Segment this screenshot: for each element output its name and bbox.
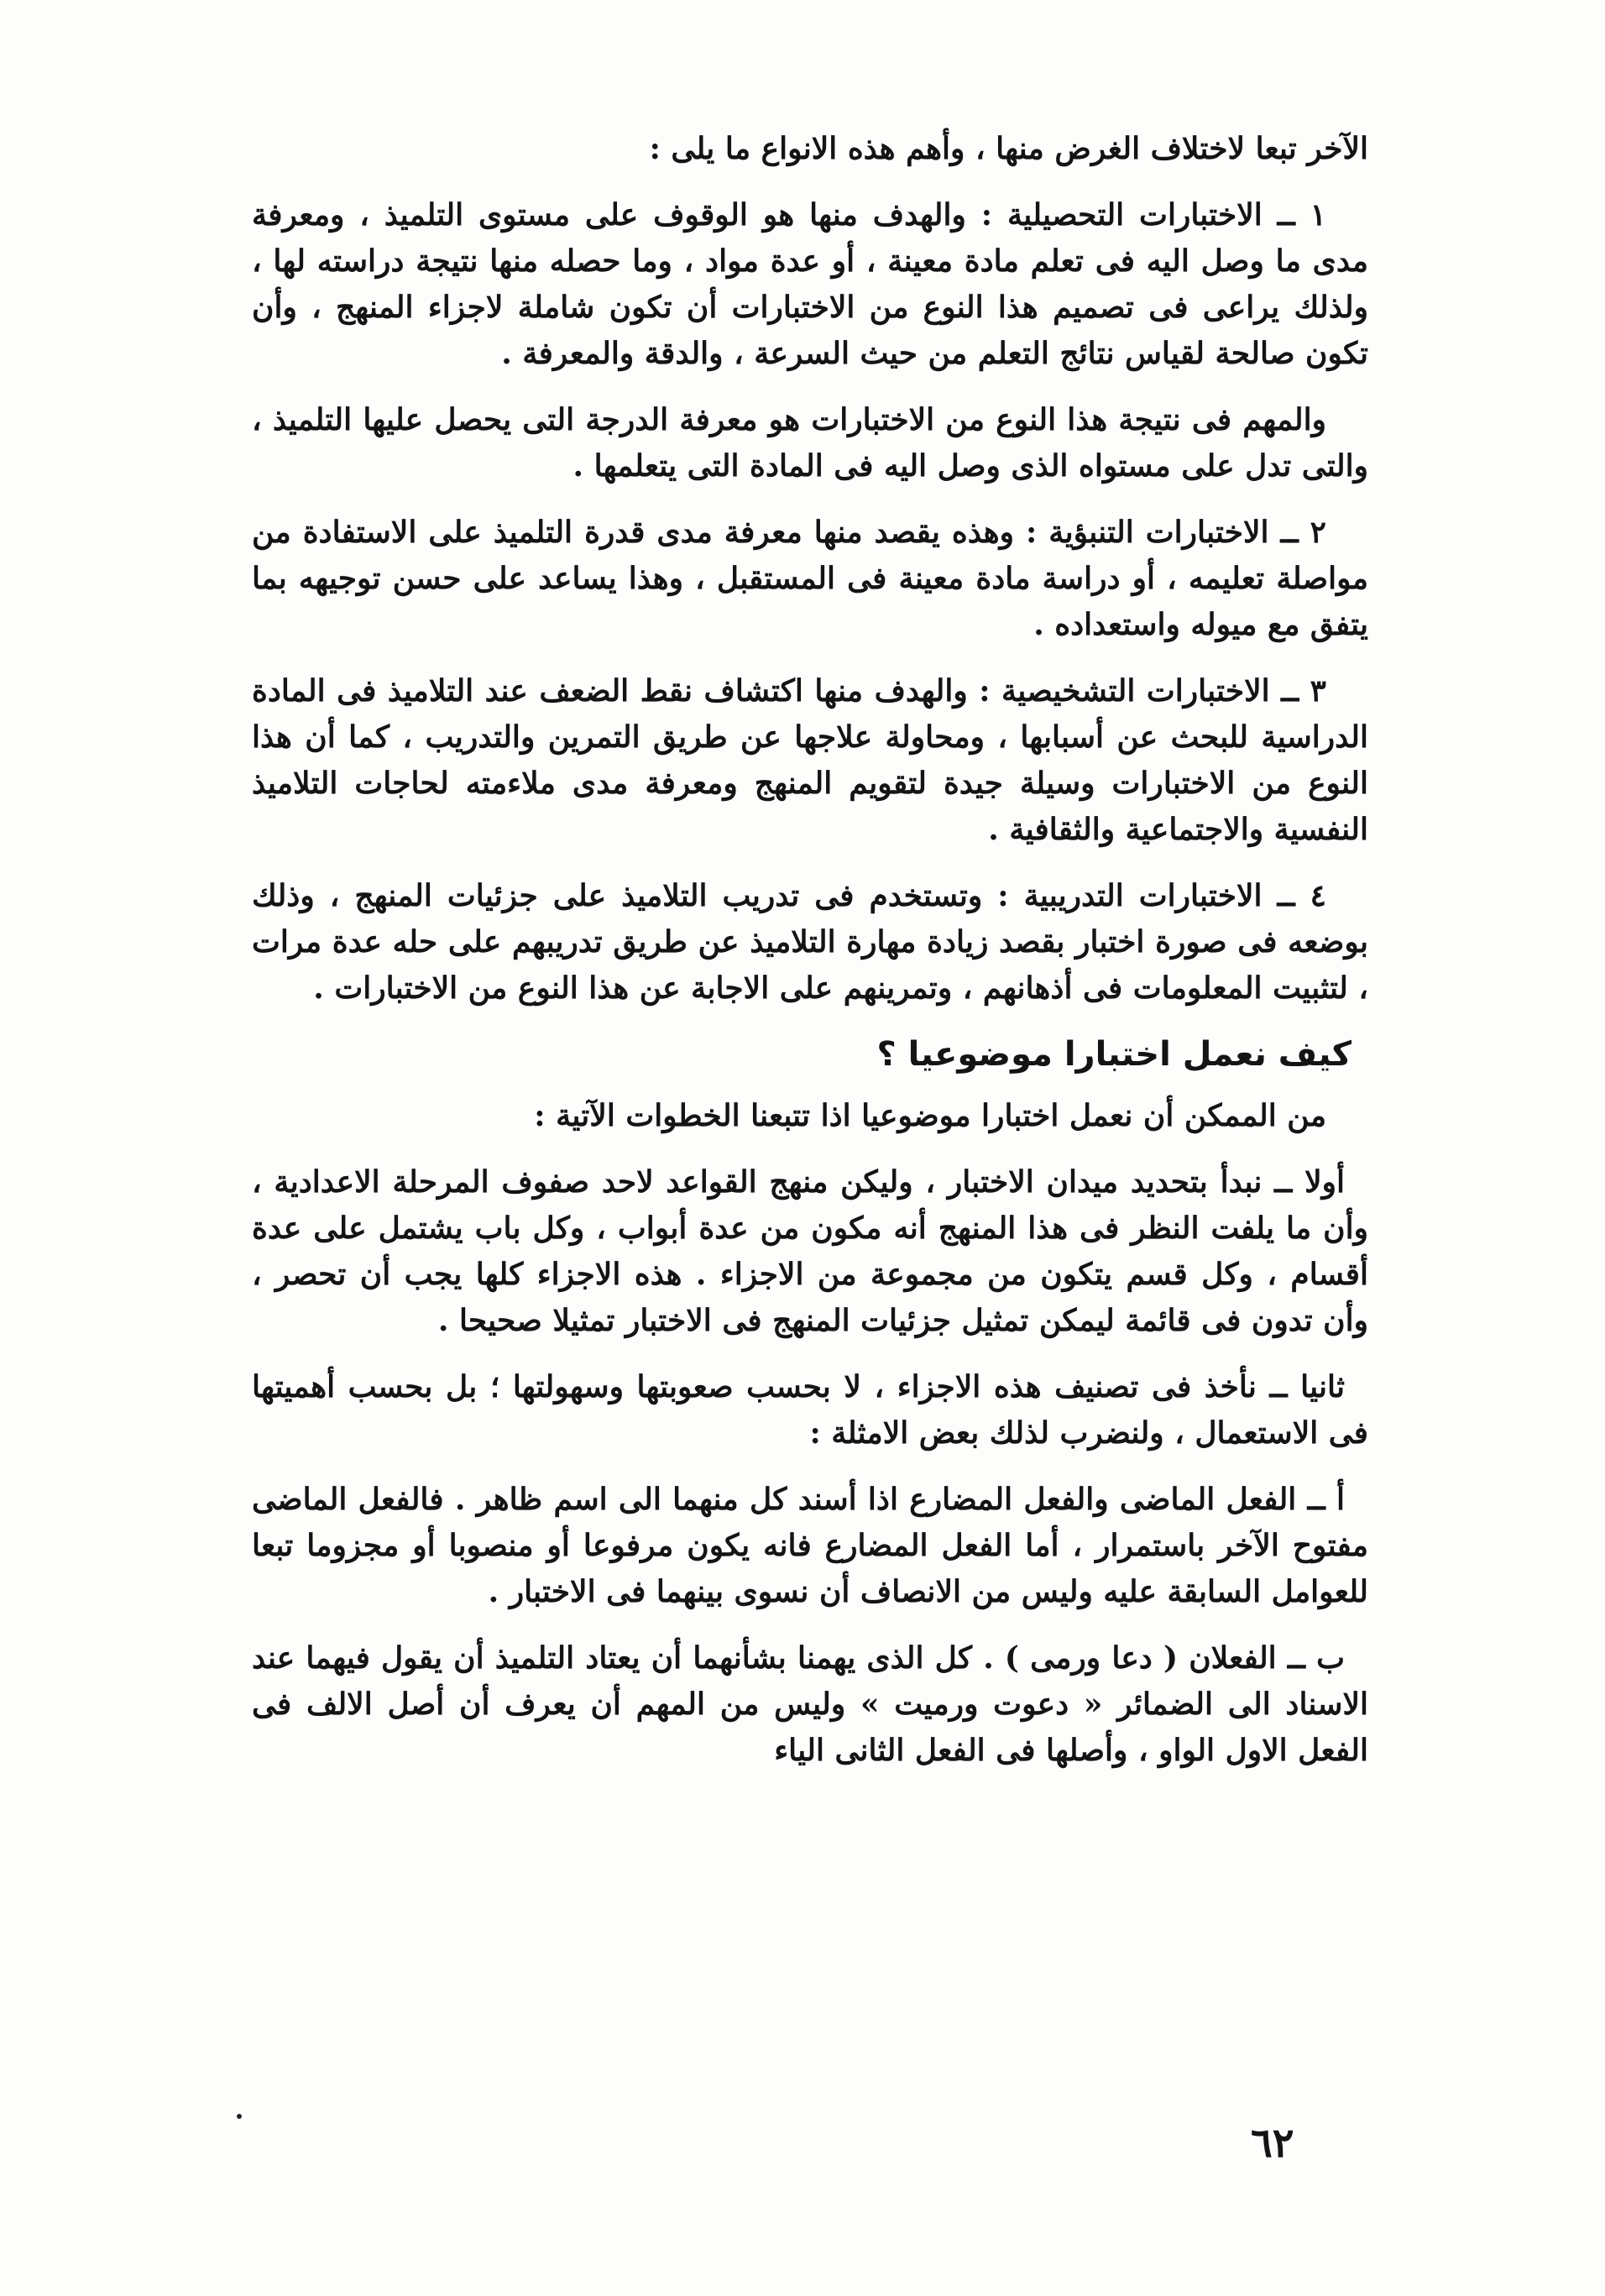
paragraph-importance: والمهم فى نتيجة هذا النوع من الاختبارات هو معرفة الدرجة التى يحصل عليها التلميذ ، والتى تدل على مستواه الذى وصل اليه فى المادة التى يتعلمها . <box>252 402 1368 484</box>
paragraph-achievement-tests: ١ ــ الاختبارات التحصيلية : والهدف منها هو الوقوف على مستوى التلميذ ، ومعرفة مدى ما وصل اليه فى تعلم مادة معينة ، أو عدة مواد ، وما حصله منها نتيجة دراسته لها ، ولذلك يراعى فى تصميم هذا النوع من الاختبارات أن تكون شاملة لاجزاء المنهج ، وأن تكون صالحة لقياس نتائج التعلم من حيث السرعة ، والدقة والمعرفة . <box>252 197 1368 371</box>
paragraph-step-two: ثانيا ــ نأخذ فى تصنيف هذه الاجزاء ، لا بحسب صعوبتها وسهولتها ؛ بل بحسب أهميتها فى الاستعمال ، ولنضرب لذلك بعض الامثلة : <box>252 1369 1368 1451</box>
section-heading: كيف نعمل اختبارا موضوعيا ؟ <box>876 1035 1351 1074</box>
scan-speck <box>237 2114 242 2119</box>
body-text <box>252 126 1368 1794</box>
paragraph-step-one: أولا ــ نبدأ بتحديد ميدان الاختبار ، وليكن منهج القواعد لاحد صفوف المرحلة الاعدادية ، وأن ما يلفت النظر فى هذا المنهج أنه مكون من عدة أبواب ، وكل باب يشتمل على عدة أقسام ، وكل قسم يتكون من مجموعة من الاجزاء . هذه الاجزاء كلها يجب أن تحصر ، وأن تدون فى قائمة ليمكن تمثيل جزئيات المنهج فى الاختبار تمثيلا صحيحا . <box>252 1164 1368 1338</box>
paragraph-example-a: أ ــ الفعل الماضى والفعل المضارع اذا أسند كل منهما الى اسم ظاهر . فالفعل الماضى مفتوح الآخر باستمرار ، أما الفعل المضارع فانه يكون مرفوعا أو منصوبا أو مجزوما تبعا للعوامل السابقة عليه وليس من الانصاف أن نسوى بينهما فى الاختبار . <box>252 1482 1368 1609</box>
page-number: ٦٢ <box>1251 2120 1294 2167</box>
intro-paragraph: الآخر تبعا لاختلاف الغرض منها ، وأهم هذه الانواع ما يلى : <box>649 131 1368 166</box>
paragraph-steps-intro: من الممكن أن نعمل اختبارا موضوعيا اذا تتبعنا الخطوات الآتية : <box>534 1098 1326 1133</box>
paragraph-predictive-tests: ٢ ــ الاختبارات التنبؤية : وهذه يقصد منها معرفة مدى قدرة التلميذ على الاستفادة من مواصلة تعليمه ، أو دراسة مادة معينة فى المستقبل ، وهذا يساعد على حسن توجيهه بما يتفق مع ميوله واستعداده . <box>252 515 1368 642</box>
paragraph-diagnostic-tests: ٣ ــ الاختبارات التشخيصية : والهدف منها اكتشاف نقط الضعف عند التلاميذ فى المادة الدراسية للبحث عن أسبابها ، ومحاولة علاجها عن طريق التمرين والتدريب ، كما أن هذا النوع من الاختبارات وسيلة جيدة لتقويم المنهج ومعرفة مدى ملاءمته لحاجات التلاميذ النفسية والاجتماعية والثقافية . <box>252 673 1368 847</box>
paragraph-training-tests: ٤ ــ الاختبارات التدريبية : وتستخدم فى تدريب التلاميذ على جزئيات المنهج ، وذلك بوضعه فى صورة اختبار بقصد زيادة مهارة التلاميذ عن طريق تدريبهم على حله عدة مرات ، لتثبيت المعلومات فى أذهانهم ، وتمرينهم على الاجابة عن هذا النوع من الاختبارات . <box>252 878 1368 1006</box>
paragraph-example-b: ب ــ الفعلان ( دعا ورمى ) . كل الذى يهمنا بشأنهما أن يعتاد التلميذ أن يقول فيهما عند الاسناد الى الضمائر « دعوت ورميت » وليس من المهم أن يعرف أن أصل الالف فى الفعل الاول الواو ، وأصلها فى الفعل الثانى الياء <box>252 1640 1368 1768</box>
